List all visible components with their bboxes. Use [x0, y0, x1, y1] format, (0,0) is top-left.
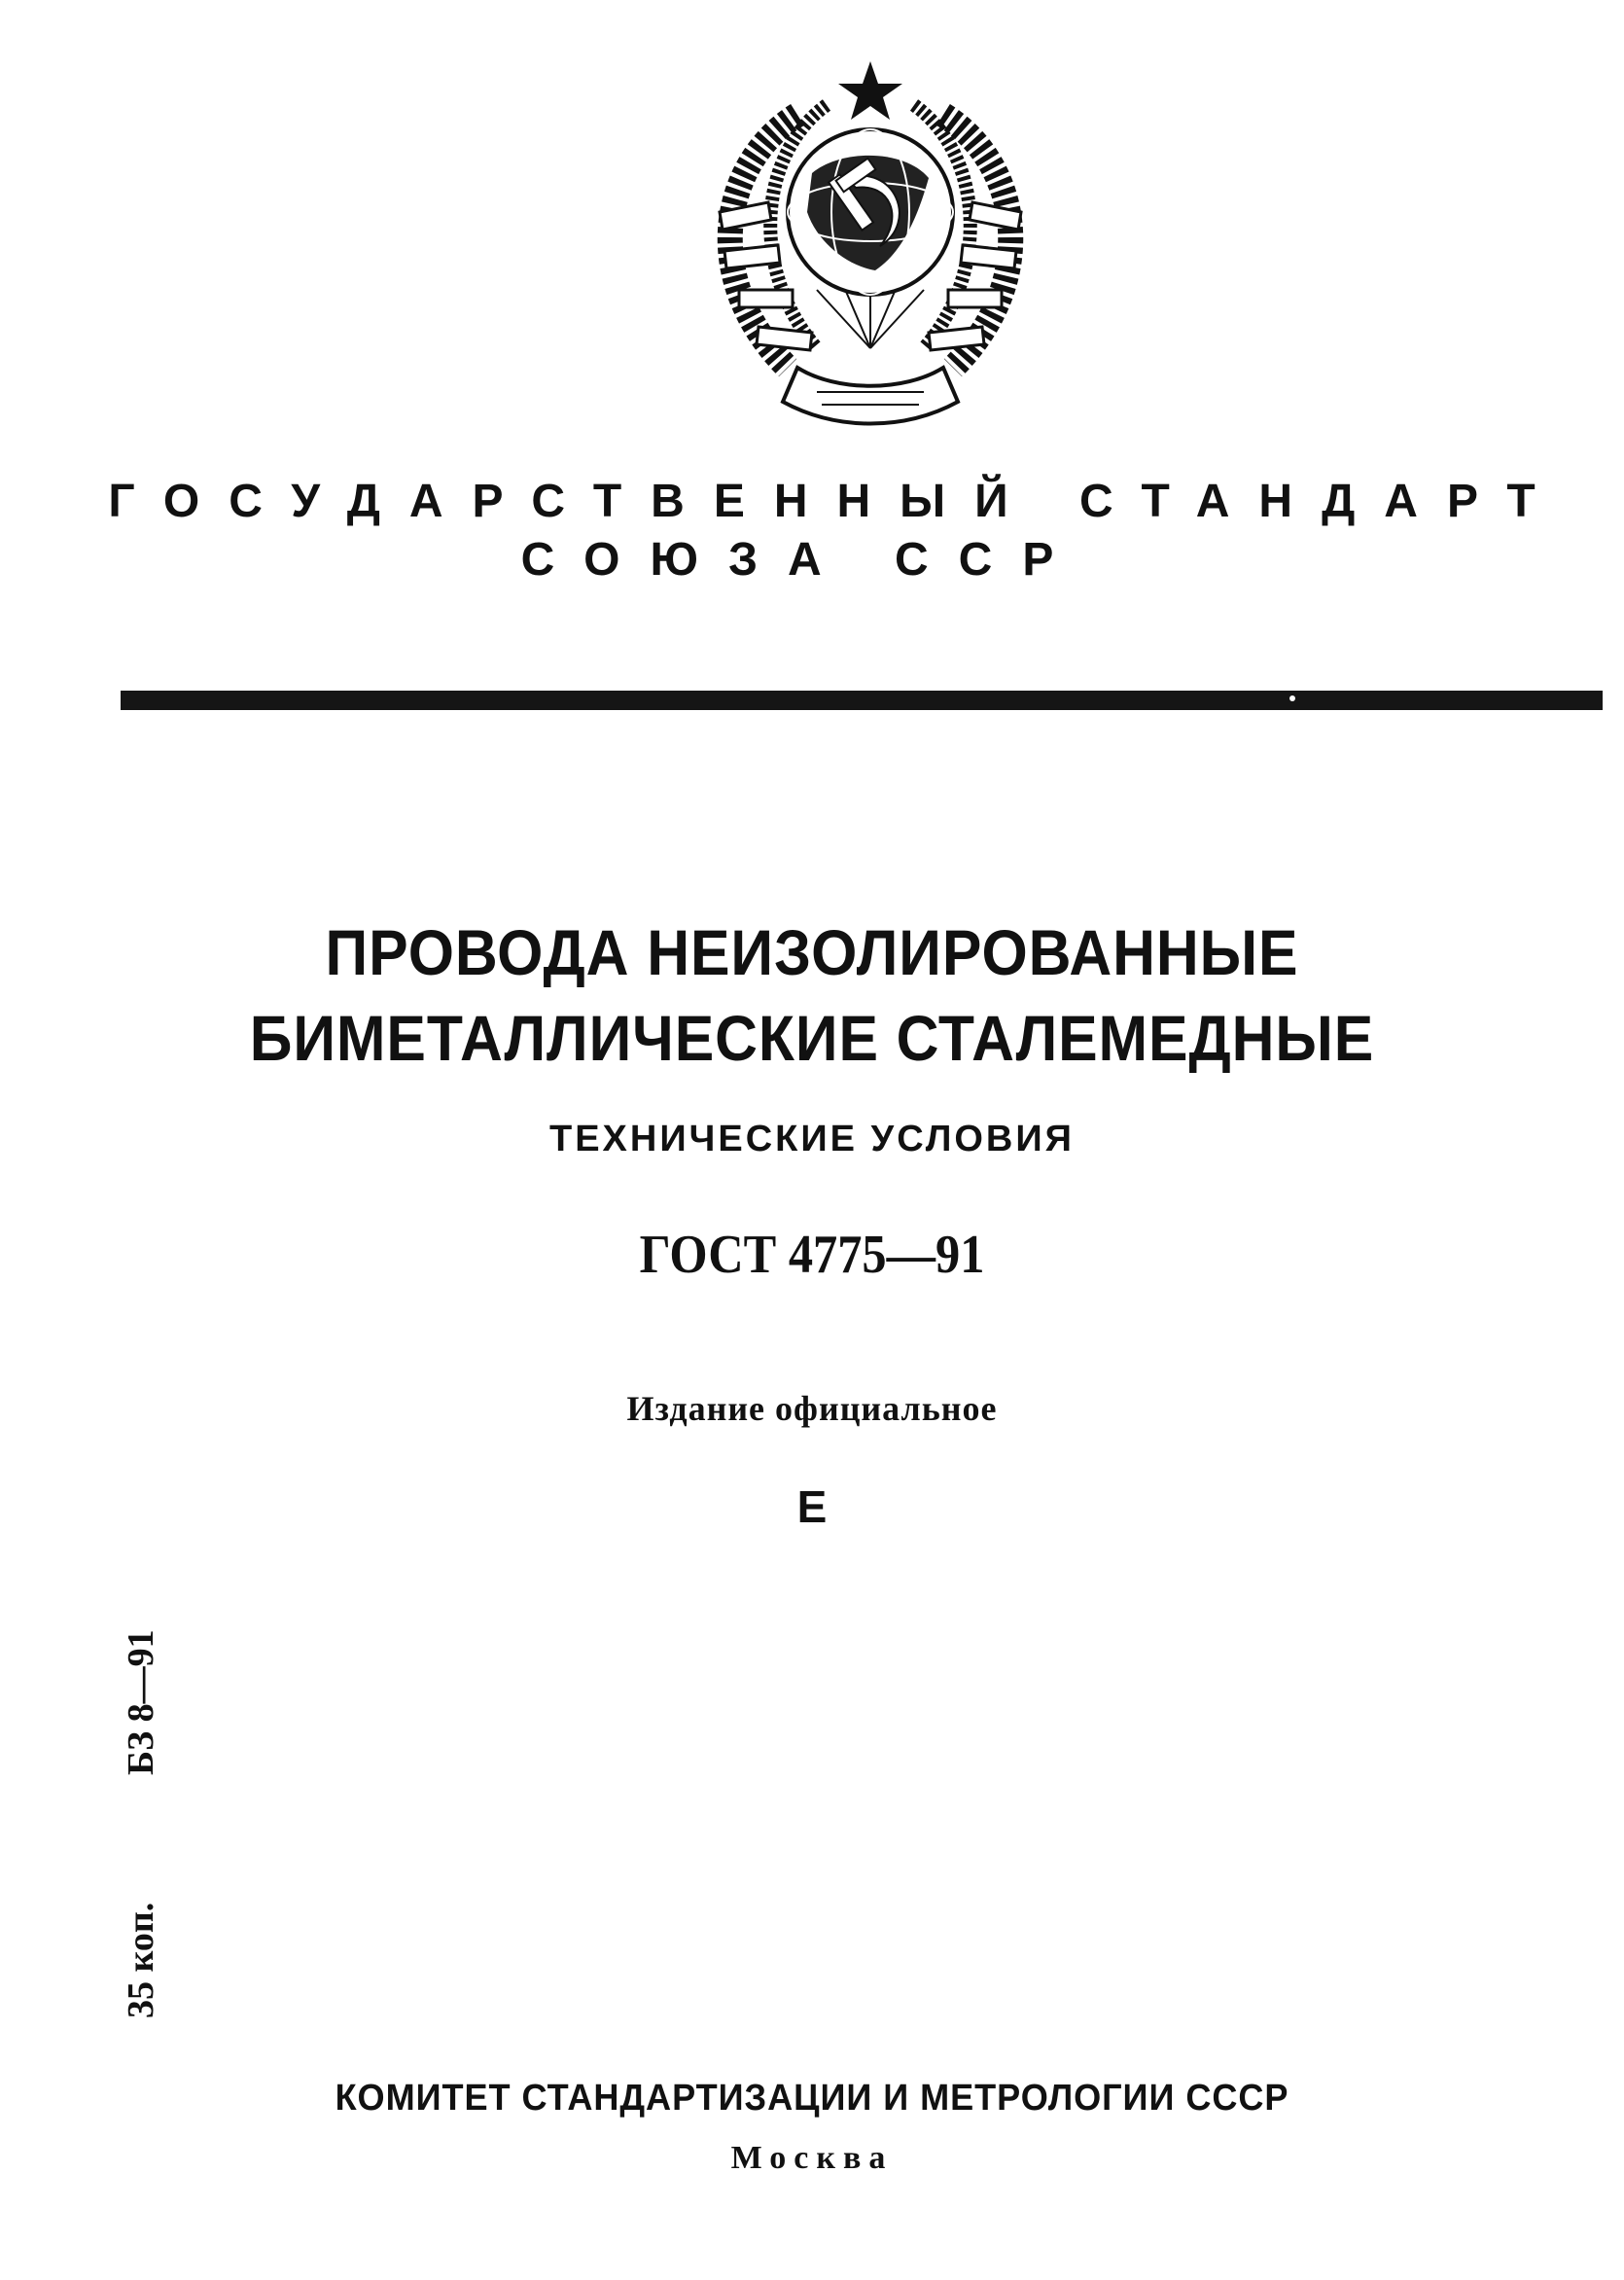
gov-union-heading: СОЮЗА ССР — [520, 534, 1084, 586]
document-subtitle: ТЕХНИЧЕСКИЕ УСЛОВИЯ — [549, 1119, 1075, 1159]
gov-standard-heading: ГОСУДАРСТВЕННЫЙ СТАНДАРТ — [108, 476, 1565, 527]
publisher-city: Москва — [730, 2140, 894, 2176]
ussr-state-emblem-icon — [681, 56, 1060, 445]
document-title-line1: ПРОВОДА НЕИЗОЛИРОВАННЫЕ — [325, 916, 1299, 988]
horizontal-rule — [121, 691, 1603, 710]
standard-number: ГОСТ 4775—91 — [639, 1225, 985, 1285]
document-title-line2: БИМЕТАЛЛИЧЕСКИЕ СТАЛЕМЕДНЫЕ — [249, 1002, 1375, 1074]
side-bz-code: БЗ 8—91 — [121, 1629, 161, 1775]
rule-dot — [1289, 695, 1295, 701]
edition-label: Издание официальное — [626, 1389, 998, 1428]
side-price: 35 коп. — [121, 1902, 161, 2018]
publisher-committee: КОМИТЕТ СТАНДАРТИЗАЦИИ И МЕТРОЛОГИИ СССР — [335, 2078, 1289, 2119]
edition-letter: Е — [796, 1481, 828, 1532]
